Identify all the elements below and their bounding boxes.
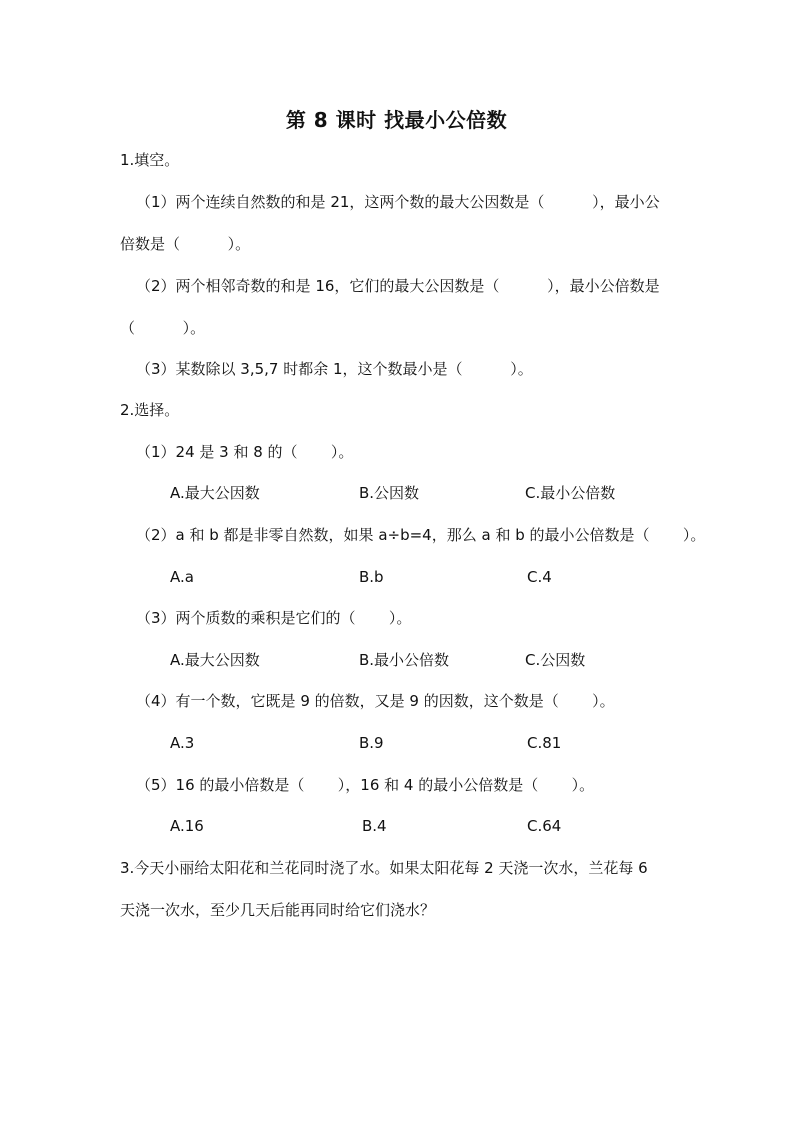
choice-q5-option-c: C.64 (527, 817, 562, 835)
fill-q1-line2: 倍数是（ ）。 (120, 235, 251, 253)
choice-q1-option-b: B.公因数 (359, 484, 420, 502)
choice-q5: （5）16 的最小倍数是（ ），16 和 4 的最小公倍数是（ ）。 (136, 776, 595, 794)
choice-q3-option-a: A.最大公因数 (170, 651, 260, 669)
choice-q4-option-a: A.3 (170, 734, 195, 752)
word-problem-line1: 3.今天小丽给太阳花和兰花同时浇了水。如果太阳花每 2 天浇一次水，兰花每 6 (120, 859, 648, 877)
choice-q3: （3）两个质数的乘积是它们的（ ）。 (136, 609, 412, 627)
word-problem-line2: 天浇一次水，至少几天后能再同时给它们浇水？ (120, 901, 436, 919)
choice-q4-option-b: B.9 (359, 734, 384, 752)
choice-q1: （1）24 是 3 和 8 的（ ）。 (136, 443, 354, 461)
fill-q1-line1: （1）两个连续自然数的和是 21，这两个数的最大公因数是（ ），最小公 (136, 193, 660, 211)
choice-q4: （4）有一个数，它既是 9 的倍数，又是 9 的因数，这个数是（ ）。 (136, 692, 615, 710)
page-title: 第 8 课时 找最小公倍数 (285, 108, 508, 132)
choice-q2-option-a: A.a (170, 568, 194, 586)
choice-q3-option-b: B.最小公倍数 (359, 651, 450, 669)
choice-q2: （2）a 和 b 都是非零自然数，如果 a÷b=4，那么 a 和 b 的最小公倍数是（ ）。 (136, 526, 706, 544)
section2-heading: 2.选择。 (120, 401, 180, 419)
choice-q1-option-c: C.最小公倍数 (525, 484, 616, 502)
fill-q3: （3）某数除以 3,5,7 时都余 1，这个数最小是（ ）。 (136, 360, 533, 378)
fill-q2-line1: （2）两个相邻奇数的和是 16，它们的最大公因数是（ ），最小公倍数是 (136, 277, 660, 295)
choice-q5-option-b: B.4 (362, 817, 387, 835)
choice-q2-option-c: C.4 (527, 568, 552, 586)
choice-q4-option-c: C.81 (527, 734, 562, 752)
section1-heading: 1.填空。 (120, 151, 180, 169)
choice-q5-option-a: A.16 (170, 817, 204, 835)
choice-q3-option-c: C.公因数 (525, 651, 586, 669)
choice-q1-option-a: A.最大公因数 (170, 484, 260, 502)
choice-q2-option-b: B.b (359, 568, 384, 586)
fill-q2-line2: （ ）。 (120, 319, 206, 337)
